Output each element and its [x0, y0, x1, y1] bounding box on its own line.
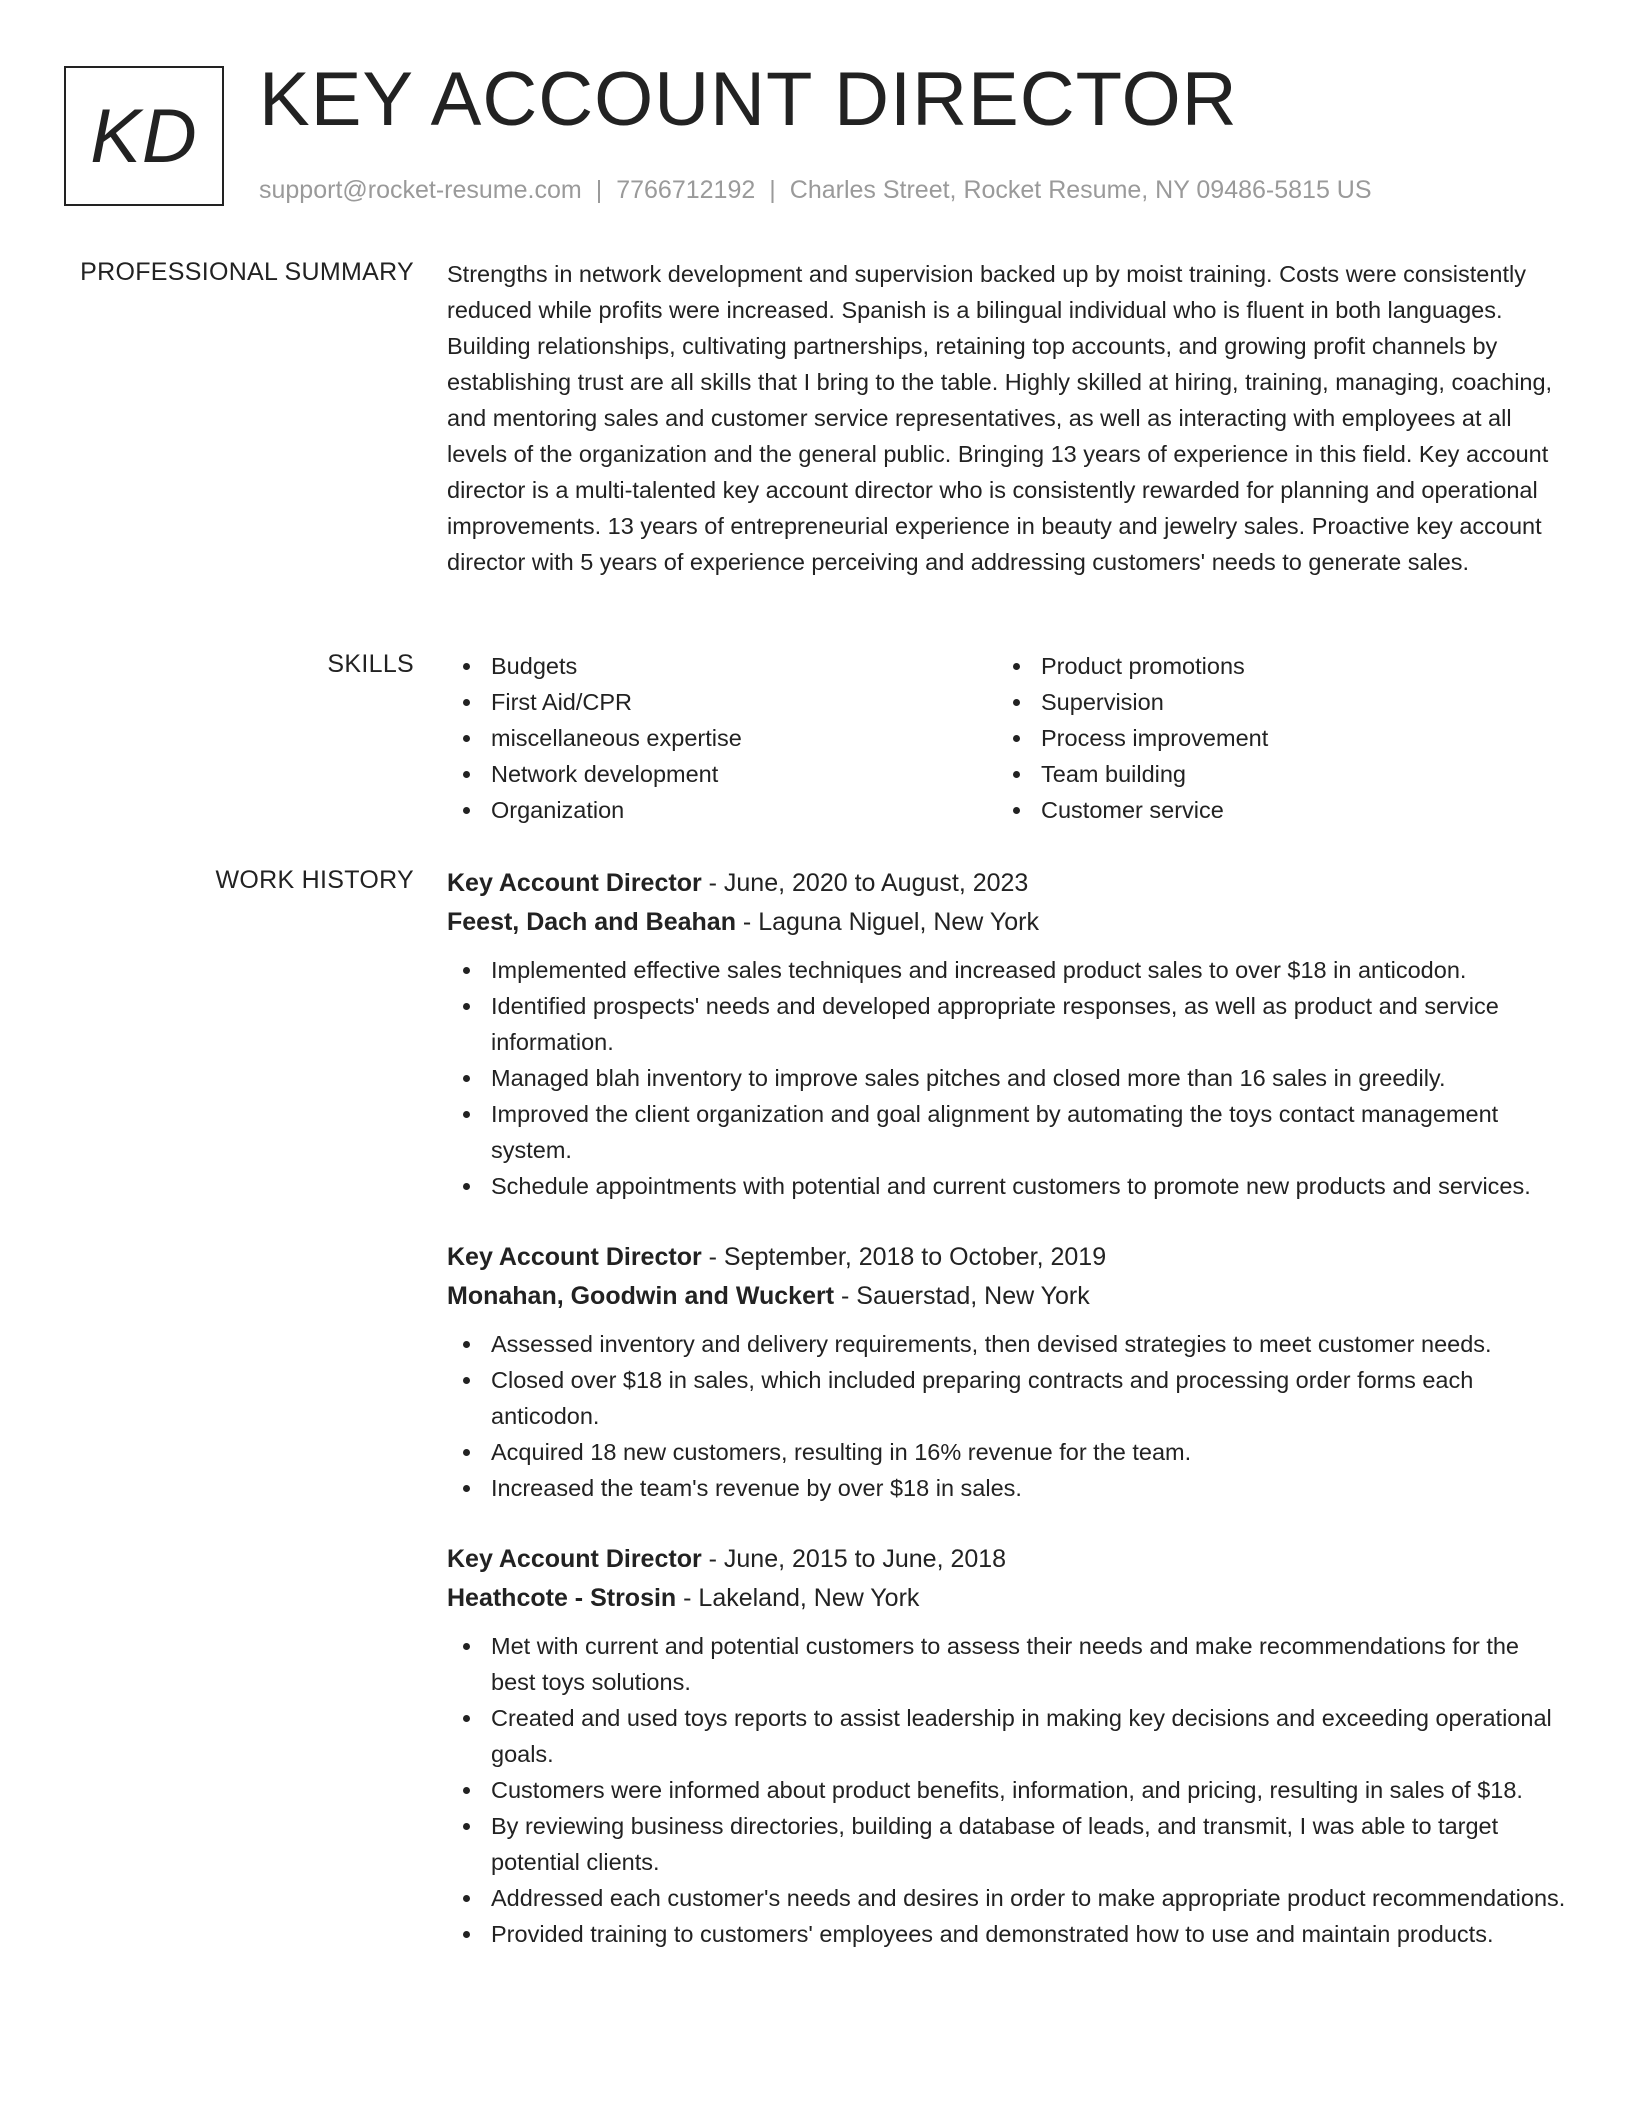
- monogram-initials: KD: [90, 93, 198, 179]
- job-bullet: Created and used toys reports to assist leadership in making key decisions and exceeding operational goals.: [491, 1700, 1567, 1772]
- job-location: - Lakeland, New York: [676, 1584, 920, 1612]
- skill-item: Team building: [1041, 756, 1547, 792]
- job-bullet: Implemented effective sales techniques and increased product sales to over $18 in anticodon.: [491, 952, 1567, 988]
- job-bullet: Assessed inventory and delivery requirements, then devised strategies to meet customer needs.: [491, 1326, 1567, 1362]
- contact-address: Charles Street, Rocket Resume, NY 09486-5815 US: [789, 176, 1372, 204]
- job-location: - Laguna Niguel, New York: [735, 908, 1039, 936]
- job-title-line: [447, 1238, 1567, 1277]
- job-entry: [447, 864, 1567, 1204]
- job-entry: [447, 1238, 1567, 1506]
- skills-list-left: [447, 648, 997, 828]
- skill-item: Process improvement: [1041, 720, 1547, 756]
- job-company-line: [447, 1277, 1567, 1316]
- summary-label: PROFESSIONAL SUMMARY: [80, 258, 414, 286]
- contact-email: support@rocket-resume.com: [259, 176, 582, 204]
- job-location: - Sauerstad, New York: [834, 1282, 1090, 1310]
- job-dates: - September, 2018 to October, 2019: [701, 1243, 1107, 1271]
- skill-item: Product promotions: [1041, 648, 1547, 684]
- job-bullet: Customers were informed about product benefits, information, and pricing, resulting in sales of $18.: [491, 1772, 1567, 1808]
- contact-separator: |: [595, 176, 603, 204]
- job-title-line: [447, 1540, 1567, 1579]
- skills-grid: [447, 648, 1567, 828]
- job-entry: [447, 1540, 1567, 1952]
- summary-body: [447, 256, 1567, 580]
- monogram-box: [64, 66, 224, 206]
- job-bullet: Provided training to customers' employees and demonstrated how to use and maintain products.: [491, 1916, 1567, 1952]
- job-bullets: [447, 1628, 1567, 1952]
- contact-separator: |: [769, 176, 776, 204]
- skill-item: Budgets: [491, 648, 997, 684]
- job-title: Key Account Director: [447, 1243, 702, 1271]
- skills-label: SKILLS: [327, 650, 414, 678]
- job-title: Key Account Director: [447, 1545, 702, 1573]
- job-company: Heathcote - Strosin: [447, 1584, 677, 1612]
- job-bullet: Improved the client organization and goal alignment by automating the toys contact management system.: [491, 1096, 1567, 1168]
- skill-item: First Aid/CPR: [491, 684, 997, 720]
- skill-item: Supervision: [1041, 684, 1547, 720]
- job-bullet: Addressed each customer's needs and desires in order to make appropriate product recommendations.: [491, 1880, 1567, 1916]
- job-bullet: Increased the team's revenue by over $18 in sales.: [491, 1470, 1567, 1506]
- job-bullet: Schedule appointments with potential and current customers to promote new products and services.: [491, 1168, 1567, 1204]
- contact-line: [259, 176, 1372, 205]
- job-title: Key Account Director: [447, 869, 702, 897]
- job-company: Feest, Dach and Beahan: [447, 908, 736, 936]
- job-bullet: By reviewing business directories, building a database of leads, and transmit, I was able to target potential clients.: [491, 1808, 1567, 1880]
- job-bullet: Identified prospects' needs and developed appropriate responses, as well as product and service information.: [491, 988, 1567, 1060]
- skill-item: miscellaneous expertise: [491, 720, 997, 756]
- skills-list-right: [997, 648, 1547, 828]
- skills-body: [447, 648, 1567, 828]
- work-history-body: [447, 864, 1567, 1986]
- skill-item: Organization: [491, 792, 997, 828]
- job-bullet: Managed blah inventory to improve sales pitches and closed more than 16 sales in greedily.: [491, 1060, 1567, 1096]
- skills-column-left: [447, 648, 997, 828]
- job-title-line: [447, 864, 1567, 903]
- summary-text: Strengths in network development and supervision backed up by moist training. Costs were consistently reduced while profits were increased. Spanish is a bilingual individual who is fluent in both languages. Building relationships, cultivating partnerships, retaining top accounts, and growing profit channels by establishing trust are all skills that I bring to the table. Highly skilled at hiring, training, managing, coaching, and mentoring sales and customer service representatives, as well as interacting with employees at all levels of the organization and the general public. Bringing 13 years of experience in this field. Key account director is a multi-talented key account director who is consistently rewarded for planning and operational improvements. 13 years of entrepreneurial experience in beauty and jewelry sales. Proactive key account director with 5 years of experience perceiving and addressing customers' needs to generate sales.: [447, 261, 1553, 575]
- job-bullet: Met with current and potential customers to assess their needs and make recommendations for the best toys solutions.: [491, 1628, 1567, 1700]
- job-bullets: [447, 952, 1567, 1204]
- skills-column-right: [997, 648, 1547, 828]
- job-bullet: Acquired 18 new customers, resulting in 16% revenue for the team.: [491, 1434, 1567, 1470]
- job-bullets: [447, 1326, 1567, 1506]
- skill-item: Customer service: [1041, 792, 1547, 828]
- job-company-line: [447, 1579, 1567, 1618]
- job-company: Monahan, Goodwin and Wuckert: [447, 1282, 835, 1310]
- job-bullet: Closed over $18 in sales, which included preparing contracts and processing order forms each anticodon.: [491, 1362, 1567, 1434]
- resume-title: KEY ACCOUNT DIRECTOR: [259, 57, 1238, 142]
- job-dates: - June, 2015 to June, 2018: [701, 1545, 1007, 1573]
- skill-item: Network development: [491, 756, 997, 792]
- work-history-label: WORK HISTORY: [215, 866, 414, 894]
- job-company-line: [447, 903, 1567, 942]
- contact-phone: 7766712192: [616, 176, 756, 204]
- job-dates: - June, 2020 to August, 2023: [701, 869, 1029, 897]
